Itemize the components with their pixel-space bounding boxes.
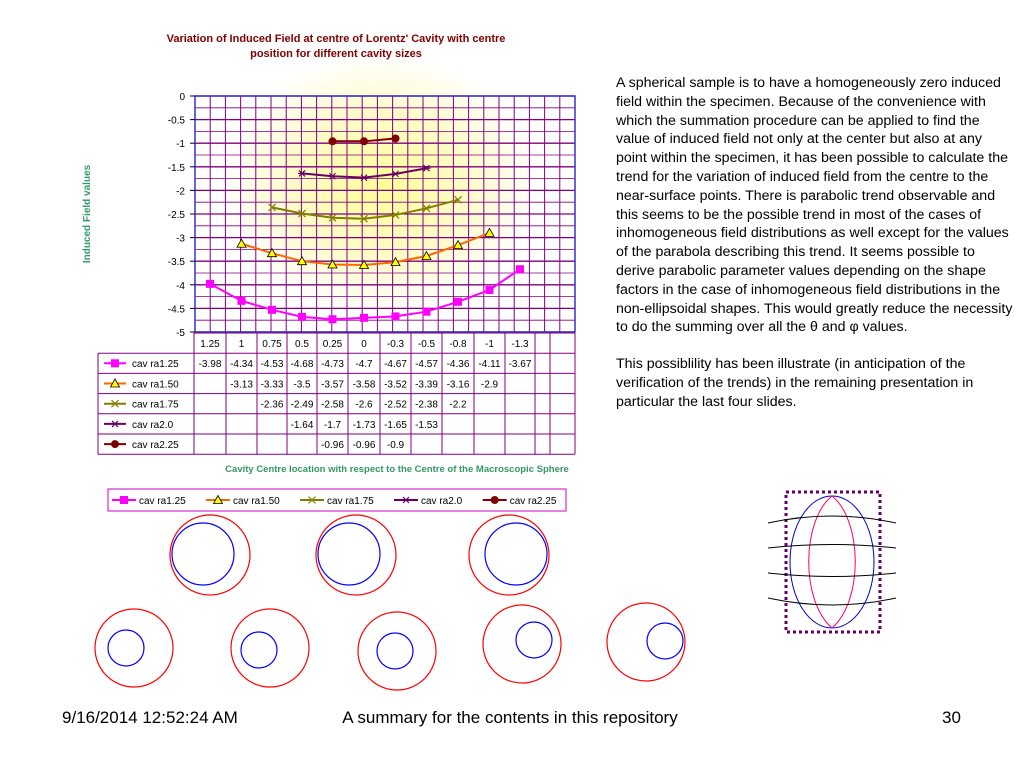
footer-page-number: 30 [942,708,961,727]
table-cell-value: -4.7 [355,359,373,371]
table-cell-value: -3.5 [293,379,311,391]
y-tick-label: -1.5 [167,162,185,174]
outer-sphere [483,605,561,683]
cavity-diagram [95,609,173,687]
cavity-diagram [607,603,685,681]
table-cell-value: -4.57 [415,359,438,371]
table-cell-value: -4.67 [384,359,407,371]
legend-label: cav ra1.50 [233,496,280,507]
data-point [392,135,399,142]
y-tick-label: -3.5 [167,257,185,269]
data-point [207,280,214,287]
table-cell-value: -3.16 [446,379,470,391]
outer-sphere [170,515,250,595]
x-tick-label: -0.5 [417,339,436,350]
data-point [329,138,336,145]
legend-label: cav ra2.25 [509,496,557,507]
table-cell-value: -3.98 [198,359,222,371]
table-cell-value: -3.52 [384,379,407,391]
table-cell-value: -1.53 [415,419,438,431]
inner-cavity [241,632,277,668]
description-paragraph-2: This possiblility has been illustrate (in anticipation of the verification of the trends) in the remaining presentation in particular the last four slides. [616,356,974,410]
footer-title: A summary for the contents in this repository [342,708,678,727]
y-tick-label: -5 [176,328,185,339]
table-cell-value: -3.33 [260,379,284,391]
data-point [112,360,119,367]
x-tick-label: 0.25 [322,339,343,350]
data-point [121,497,128,504]
table-cell-value: -1.73 [352,419,376,431]
x-tick-label: 1 [238,339,245,350]
x-axis-label: Cavity Centre location with respect to the Centre of the Macroscopic Sphere [225,464,569,475]
table-cell-value: -1.64 [290,419,314,431]
outer-sphere [231,609,309,687]
table-cell-value: -2.9 [480,379,499,391]
y-tick-label: 0 [179,92,185,103]
table-cell-value: -3.39 [415,379,438,391]
y-axis-label: Induced Field values [82,164,93,264]
table-cell-value: -0.96 [352,440,376,451]
table-cell-value: -4.53 [260,359,284,371]
table-cell-value: -1.7 [323,419,342,431]
data-point [402,497,410,503]
table-cell-value: -4.73 [321,359,344,371]
data-point [455,298,462,305]
table-cell-value: -2.58 [321,399,344,411]
outer-sphere [358,612,436,690]
table-cell-value: -0.9 [386,440,405,451]
chart-title: Variation of Induced Field at centre of Lorentz' Cavity with centre [166,33,506,45]
table-series-name: cav ra1.25 [132,359,179,371]
cavity-diagram [358,612,436,690]
legend-label: cav ra1.25 [139,496,186,507]
data-point [486,286,493,293]
table-series-name: cav ra2.25 [132,440,179,451]
table-cell-value: -3.13 [230,379,253,391]
table-cell-value: -2.49 [290,399,314,411]
x-tick-label: 0.5 [295,339,309,350]
y-tick-label: -1 [176,139,185,151]
data-point [111,421,119,427]
inner-cavity [172,523,234,585]
table-series-name: cav ra1.50 [132,379,179,391]
y-tick-label: -2 [176,186,185,198]
description-paragraph-1: A spherical sample is to have a homogeneously zero induced field within the specimen. Because of the convenience with which the summation procedure can be applied to find the value of induced field not only at the center but also at any point within the specimen, it has been possible to calculate the trend for the variation of induced field from the centre to the near-surface points. There is parabolic trend observable and this seems to be the possible trend in most of the cases of inhomogeneous field distributions as well except for the values of the parabola describing this trend. It seems possible to derive parabolic parameter values depending on the shape factors in the case of inhomogeneous field distributions in the non-ellipsoidal shapes. This would greatly reduce the necessity to do the summing over all the θ and φ values. [616,75,1013,336]
table-series-name: cav ra1.75 [132,399,179,411]
x-tick-label: -1.3 [511,339,529,350]
data-point [361,314,368,321]
x-tick-label: 0 [361,339,367,350]
x-tick-label: 1.25 [200,339,220,350]
cavity-diagram [170,515,250,595]
data-point [361,138,368,145]
outer-sphere [469,515,549,595]
table-cell-value: -4.36 [446,359,470,371]
table-cell-value: -2.38 [415,399,438,411]
cavity-diagram [316,515,396,595]
outer-sphere [95,609,173,687]
footer-date: 9/16/2014 12:52:24 AM [62,708,238,727]
inner-cavity [647,623,683,659]
table-cell-value: -2.2 [449,399,467,411]
inner-cavity [108,630,144,666]
table-cell-value: -1.65 [384,419,407,431]
legend-label: cav ra2.0 [421,496,463,507]
table-cell-value: -4.11 [478,359,501,371]
field-lines-diagram [768,492,896,632]
inner-cavity [318,523,380,585]
description-text [616,74,1016,412]
y-tick-label: -4.5 [167,304,185,316]
data-point [491,497,498,504]
table-cell-value: -3.67 [508,359,532,371]
chart-title: position for different cavity sizes [250,48,422,60]
data-point [517,266,524,273]
outer-sphere [607,603,685,681]
inner-cavity [377,633,413,669]
data-point [329,316,336,323]
table-cell-value: -2.6 [355,399,373,411]
data-point [112,441,119,448]
x-tick-label: -0.8 [449,339,467,350]
table-cell-value: -4.68 [290,359,314,371]
legend-label: cav ra1.75 [327,496,374,507]
x-tick-label: -0.3 [386,339,405,350]
cavity-diagram [231,609,309,687]
data-point [238,297,245,304]
cavity-diagram [483,605,561,683]
y-tick-label: -2.5 [167,210,185,221]
y-tick-label: -3 [176,233,185,245]
x-tick-label: 0.75 [262,339,282,350]
y-tick-label: -0.5 [167,115,185,127]
plot-glow [220,55,540,315]
table-cell-value: -2.36 [260,399,284,411]
x-tick-label: -1 [485,339,494,350]
data-point [392,313,399,320]
inner-cavity [516,622,552,658]
outer-sphere [316,515,396,595]
table-cell-value: -3.58 [352,379,376,391]
table-cell-value: -4.34 [230,359,253,371]
data-point [269,306,276,313]
table-cell-value: -3.57 [321,379,344,391]
data-point [299,313,306,320]
table-cell-value: -2.52 [384,399,407,411]
cavity-diagram [469,515,549,595]
table-cell-value: -0.96 [321,440,344,451]
data-point [423,308,430,315]
inner-cavity [485,523,547,585]
table-series-name: cav ra2.0 [132,419,174,431]
y-tick-label: -4 [176,280,185,292]
diagram-frame [786,492,880,632]
